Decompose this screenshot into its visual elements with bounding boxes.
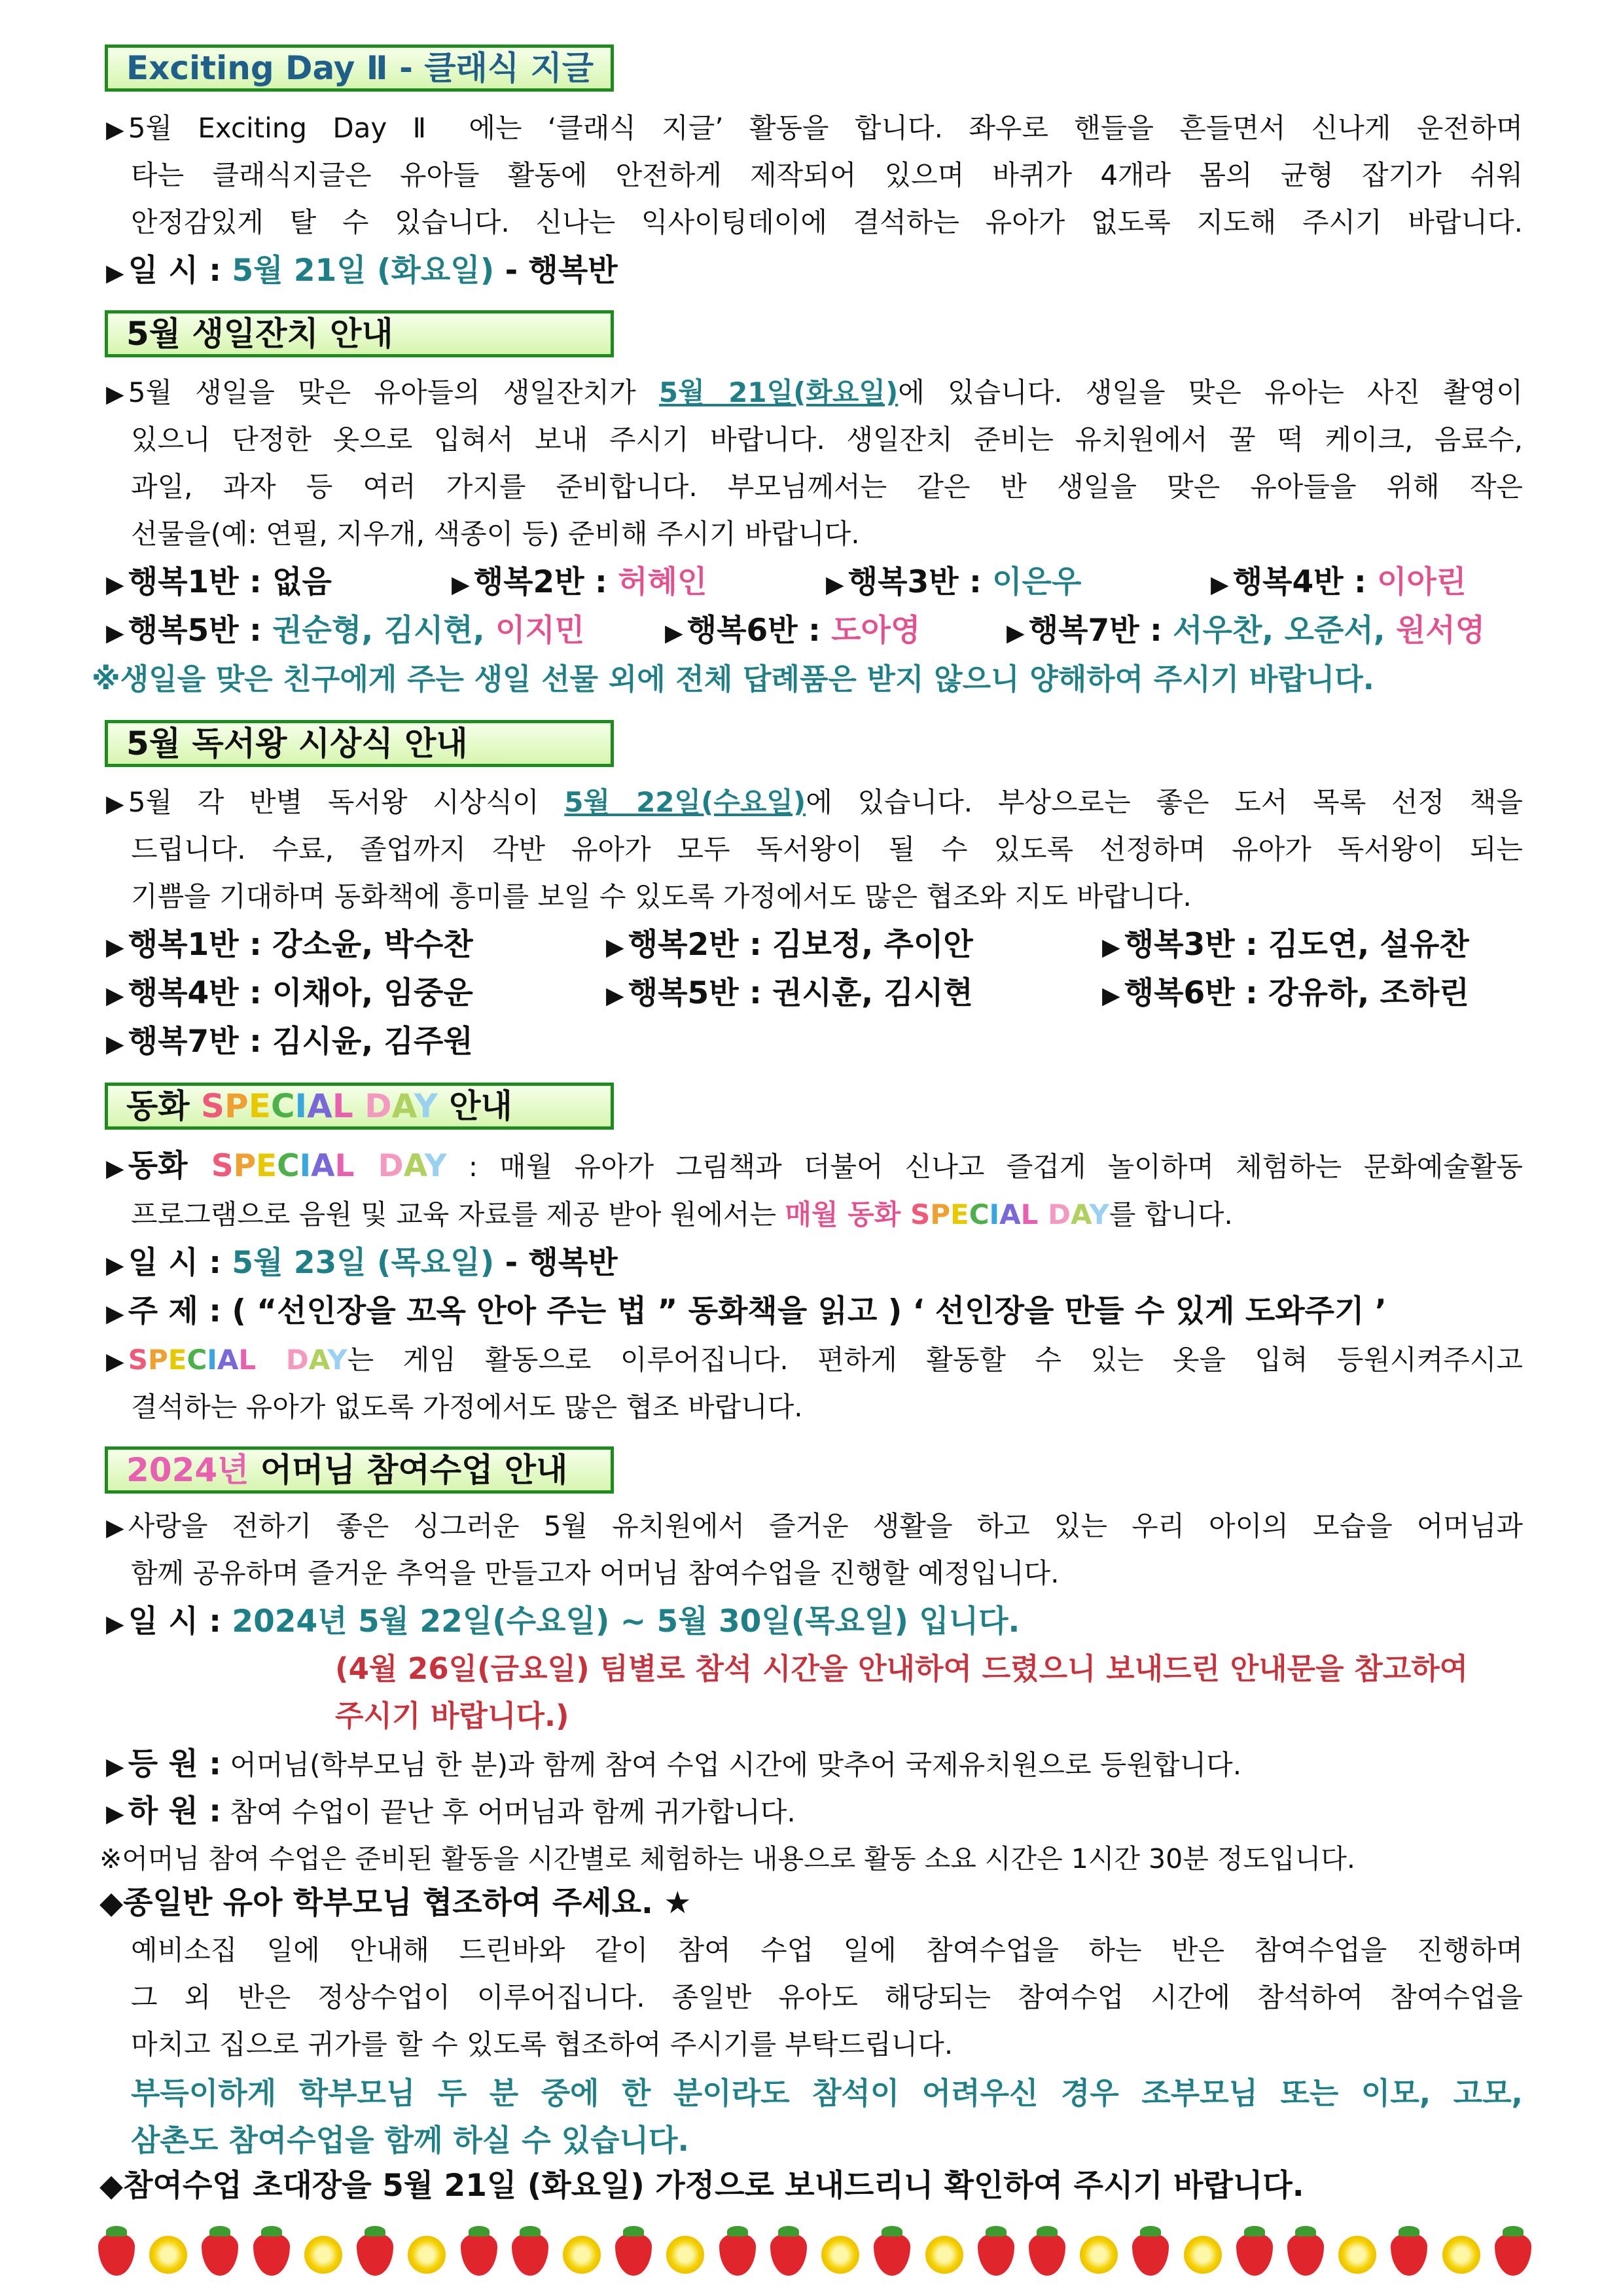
exciting-day-title: Exciting Day Ⅱ - 클래식 지글 bbox=[126, 49, 594, 87]
section-header-special-day: 동화 SPECIAL DAY 안내 bbox=[105, 1083, 614, 1130]
reading-class-1: ▶ 행복1반 : 강소윤, 박수찬 bbox=[106, 927, 473, 963]
lemon-slice-icon bbox=[563, 2236, 601, 2274]
lemon-slice-icon bbox=[821, 2236, 859, 2274]
lemon-slice-icon bbox=[408, 2236, 446, 2274]
reading-class-2: ▶ 행복2반 : 김보정, 추이안 bbox=[606, 927, 973, 963]
lemon-slice-icon bbox=[1080, 2236, 1118, 2274]
full-day-coop-bold-1: 부득이하게 학부모님 두 분 중에 한 분이라도 참석이 어려우신 경우 조부모님 또는 이모, 고모, bbox=[131, 2075, 1523, 2111]
strawberry-icon bbox=[512, 2234, 548, 2276]
special-day-theme: ▶ 주 제 : ( “선인장을 꼬옥 안아 주는 법 ” 동화책을 읽고 ) ‘ 선인장을 만들 수 있게 도와주기 ’ bbox=[106, 1293, 1387, 1329]
birthday-title: 5월 생일잔치 안내 bbox=[126, 315, 393, 353]
parent-class-note: ※어머님 참여 수업은 준비된 활동을 시간별로 체험하는 내용으로 활동 소요 시간은 1시간 30분 정도입니다. bbox=[99, 1843, 1355, 1874]
strawberry-icon bbox=[202, 2234, 238, 2276]
reading-award-text-3: 기쁨을 기대하며 동화책에 흥미를 보일 수 있도록 가정에서도 많은 협조와 지도 바랍니다. bbox=[131, 880, 1192, 912]
parent-class-text-2: 함께 공유하며 즐거운 추억을 만들고자 어머님 참여수업을 진행할 예정입니다. bbox=[131, 1557, 1060, 1589]
parent-class-arrival: ▶ 등 원 : 어머님(학부모님 한 분)과 함께 참여 수업 시간에 맞추어 국제유치원으로 등원합니다. bbox=[106, 1746, 1242, 1782]
birthday-text-4: 선물을(예: 연필, 지우개, 색종이 등) 준비해 주시기 바랍니다. bbox=[131, 518, 860, 550]
fruit-border-decoration bbox=[98, 2222, 1531, 2287]
special-day-text-1: ▶ 동화 SPECIAL DAY : 매월 유아가 그림책과 더불어 신나고 즐겁게 놀이하며 체험하는 문화예술활동 bbox=[106, 1148, 1523, 1184]
strawberry-icon bbox=[1495, 2234, 1531, 2276]
special-day-text-3: ▶ SPECIAL DAY는 게임 활동으로 이루어집니다. 편하게 활동할 수 있는 옷을 입혀 등원시켜주시고 bbox=[106, 1344, 1524, 1376]
birthday-class-3: ▶ 행복3반 : 이은우 bbox=[826, 564, 1082, 600]
strawberry-icon bbox=[1236, 2234, 1273, 2276]
special-day-rainbow-title: SPECIAL DAY bbox=[201, 1087, 438, 1125]
section-header-birthday bbox=[105, 310, 614, 357]
strawberry-icon bbox=[978, 2234, 1014, 2276]
birthday-class-2: ▶ 행복2반 : 허혜인 bbox=[452, 564, 707, 600]
reading-award-title: 5월 독서왕 시상식 안내 bbox=[126, 725, 468, 762]
lemon-slice-icon bbox=[149, 2236, 187, 2274]
reading-class-4: ▶ 행복4반 : 이채아, 임중운 bbox=[106, 975, 473, 1011]
birthday-text-2: 있으니 단정한 옷으로 입혀서 보내 주시기 바랍니다. 생일잔치 준비는 유치원에서 꿀 떡 케이크, 음료수, bbox=[131, 423, 1523, 456]
reading-class-6: ▶ 행복6반 : 강유하, 조하린 bbox=[1102, 975, 1469, 1011]
full-day-coop-title: ◆종일반 유아 학부모님 협조하여 주세요. ★ bbox=[99, 1885, 692, 1921]
parent-class-text-1: ▶ 사랑을 전하기 좋은 싱그러운 5월 유치원에서 즐거운 생활을 하고 있는 우리 아이의 모습을 어머님과 bbox=[106, 1510, 1523, 1542]
birthday-note: ※생일을 맞은 친구에게 주는 생일 선물 외에 전체 답례품은 받지 않으니 양해하여 주시기 바랍니다. bbox=[92, 662, 1374, 696]
birthday-class-4: ▶ 행복4반 : 이아린 bbox=[1211, 564, 1467, 600]
birthday-class-5: ▶ 행복5반 : 권순형, 김시현, 이지민 bbox=[106, 613, 585, 649]
full-day-coop-text-3: 마치고 집으로 귀가를 할 수 있도록 협조하여 주시기를 부탁드립니다. bbox=[131, 2028, 954, 2060]
birthday-class-6: ▶ 행복6반 : 도아영 bbox=[665, 613, 921, 649]
special-day-text-4: 결석하는 유아가 없도록 가정에서도 많은 협조 바랍니다. bbox=[131, 1391, 803, 1423]
lemon-slice-icon bbox=[1184, 2236, 1222, 2274]
special-day-date: ▶ 일 시 : 5월 23일 (목요일) - 행복반 bbox=[106, 1245, 618, 1281]
reading-class-7: ▶ 행복7반 : 김시윤, 김주원 bbox=[106, 1024, 473, 1060]
exciting-day-text-2: 타는 클래식지글은 유아들 활동에 안전하게 제작되어 있으며 바퀴가 4개라 몸의 균형 잡기가 쉬워 bbox=[131, 159, 1523, 191]
exciting-day-text-3: 안정감있게 탈 수 있습니다. 신나는 익사이팅데이에 결석하는 유아가 없도록 지도해 주시기 바랍니다. bbox=[131, 206, 1523, 238]
strawberry-icon bbox=[357, 2234, 393, 2276]
reading-class-3: ▶ 행복3반 : 김도연, 설유찬 bbox=[1102, 927, 1469, 963]
birthday-text-1: ▶ 5월 생일을 맞은 유아들의 생일잔치가 5월 21일(화요일)에 있습니다. 생일을 맞은 유아는 사진 촬영이 bbox=[106, 376, 1523, 408]
lemon-slice-icon bbox=[1338, 2236, 1376, 2274]
section-header-reading-award bbox=[105, 720, 614, 767]
strawberry-icon bbox=[1391, 2234, 1427, 2276]
strawberry-icon bbox=[253, 2234, 290, 2276]
reading-award-text-2: 드립니다. 수료, 졸업까지 각반 유아가 모두 독서왕이 될 수 있도록 선정하며 유아가 독서왕이 되는 bbox=[131, 833, 1523, 865]
parent-class-departure: ▶ 하 원 : 참여 수업이 끝난 후 어머님과 함께 귀가합니다. bbox=[106, 1793, 796, 1829]
strawberry-icon bbox=[1029, 2234, 1065, 2276]
strawberry-icon bbox=[461, 2234, 497, 2276]
strawberry-icon bbox=[98, 2234, 135, 2276]
lemon-slice-icon bbox=[304, 2236, 342, 2274]
parent-class-date: ▶ 일 시 : 2024년 5월 22일(수요일) ~ 5월 30일(목요일) 입니다. bbox=[106, 1604, 1020, 1640]
full-day-coop-text-2: 그 외 반은 정상수업이 이루어집니다. 종일반 유아도 해당되는 참여수업 시간에 참석하여 참여수업을 bbox=[131, 1981, 1523, 2013]
strawberry-icon bbox=[615, 2234, 652, 2276]
parent-class-date-note-1: (4월 26일(금요일) 팀별로 참석 시간을 안내하여 드렸으니 보내드린 안내문을 참고하여 bbox=[335, 1651, 1469, 1686]
birthday-text-3: 과일, 과자 등 여러 가지를 준비합니다. 부모님께서는 같은 반 생일을 맞은 유아들을 위해 작은 bbox=[131, 471, 1523, 503]
special-day-text-2: 프로그램으로 음원 및 교육 자료를 제공 받아 원에서는 매월 동화 SPECIAL DAY를 합니다. bbox=[131, 1198, 1233, 1230]
lemon-slice-icon bbox=[1442, 2236, 1480, 2274]
strawberry-icon bbox=[770, 2234, 807, 2276]
full-day-coop-text-1: 예비소집 일에 안내해 드린바와 같이 참여 수업 일에 참여수업을 하는 반은 참여수업을 진행하며 bbox=[131, 1934, 1523, 1966]
strawberry-icon bbox=[874, 2234, 910, 2276]
exciting-day-text-1: ▶ 5월 Exciting Day Ⅱ 에는 ‘클래식 지글’ 활동을 합니다. 좌우로 핸들을 흔들면서 신나게 운전하며 bbox=[106, 112, 1523, 144]
exciting-day-date: ▶ 일 시 : 5월 21일 (화요일) - 행복반 bbox=[106, 253, 618, 289]
invitation-note: ◆참여수업 초대장을 5월 21일 (화요일) 가정으로 보내드리니 확인하여 주시기 바랍니다. bbox=[99, 2168, 1304, 2204]
lemon-slice-icon bbox=[925, 2236, 963, 2274]
section-header-parent-class: 2024년 어머님 참여수업 안내 bbox=[105, 1446, 614, 1494]
section-header-exciting-day bbox=[105, 45, 614, 92]
birthday-class-1: ▶ 행복1반 : 없음 bbox=[106, 564, 332, 600]
reading-class-5: ▶ 행복5반 : 권시훈, 김시현 bbox=[606, 975, 973, 1011]
strawberry-icon bbox=[1132, 2234, 1169, 2276]
strawberry-icon bbox=[1287, 2234, 1324, 2276]
full-day-coop-bold-2: 삼촌도 참여수업을 함께 하실 수 있습니다. bbox=[131, 2123, 689, 2158]
strawberry-icon bbox=[719, 2234, 756, 2276]
lemon-slice-icon bbox=[666, 2236, 704, 2274]
parent-class-date-note-2: 주시기 바랍니다.) bbox=[335, 1698, 569, 1733]
reading-award-text-1: ▶ 5월 각 반별 독서왕 시상식이 5월 22일(수요일)에 있습니다. 부상으로는 좋은 도서 목록 선정 책을 bbox=[106, 786, 1523, 818]
birthday-class-7: ▶ 행복7반 : 서우찬, 오준서, 원서영 bbox=[1007, 613, 1486, 649]
